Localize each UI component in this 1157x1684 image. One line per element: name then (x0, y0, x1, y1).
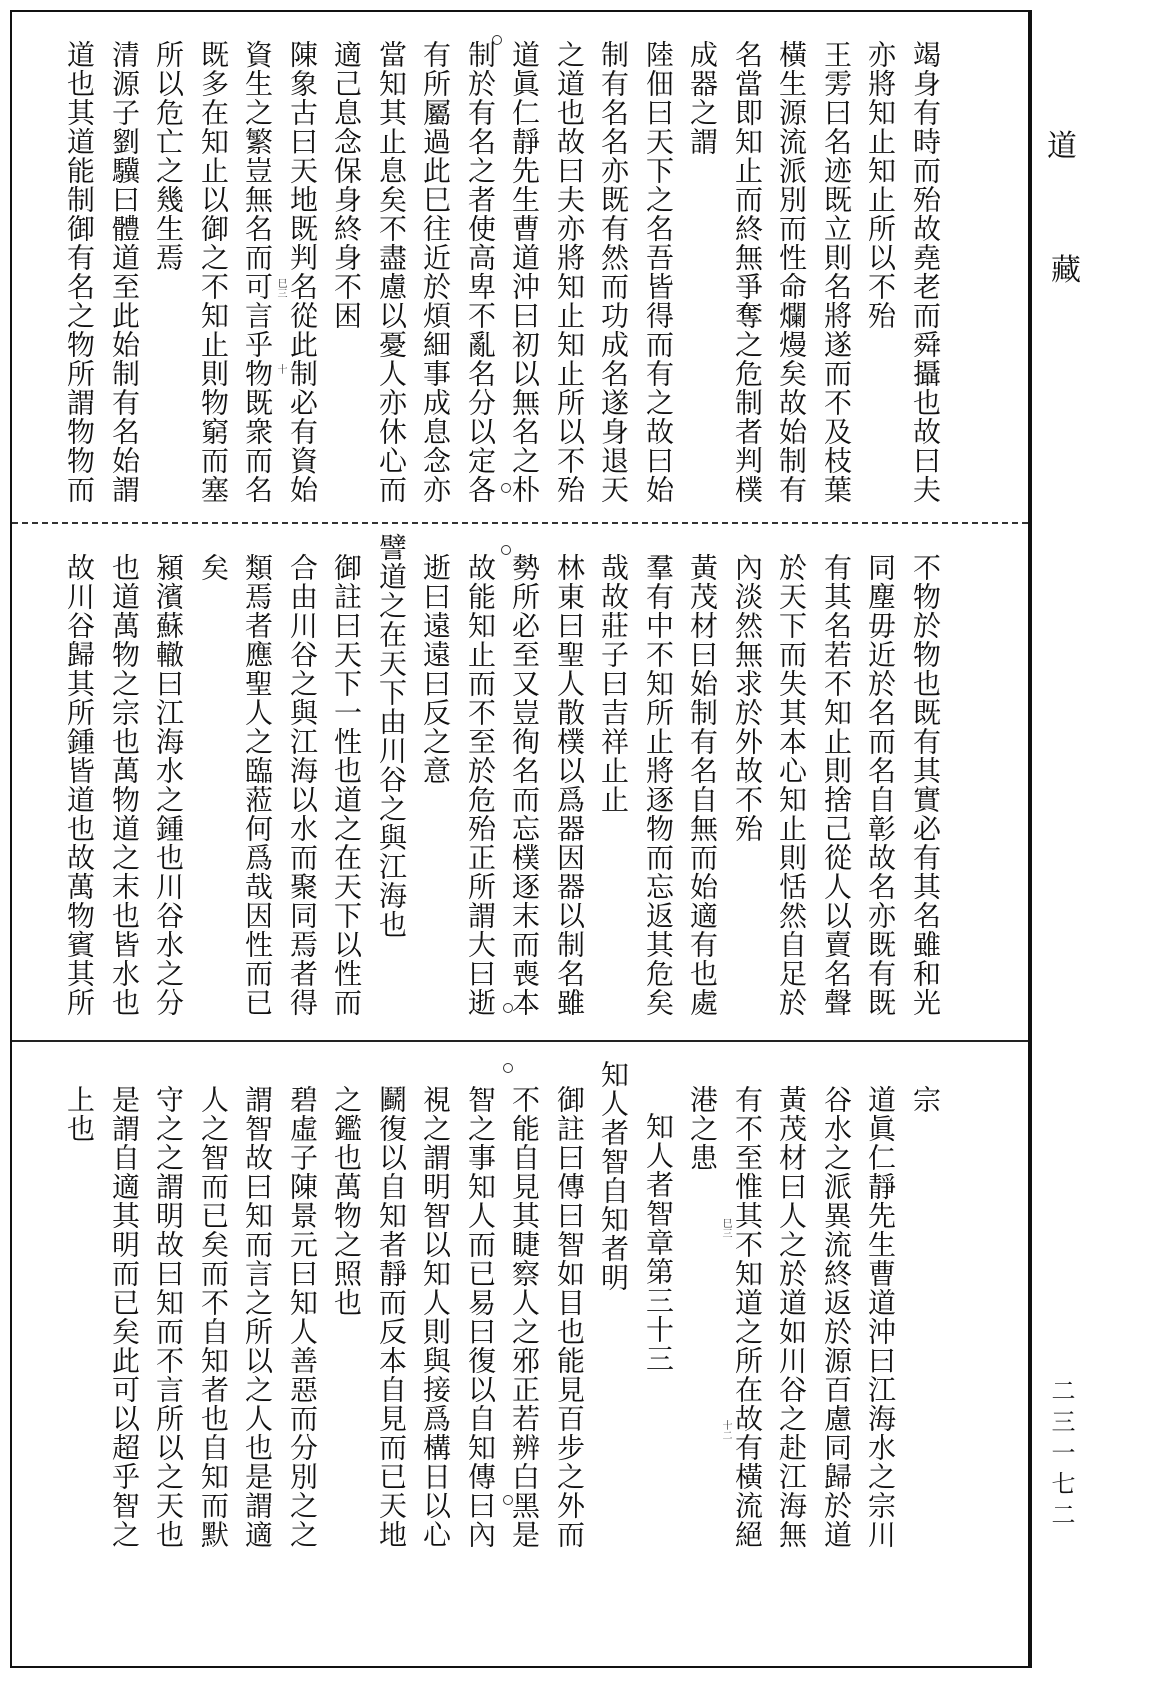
text-column: 既多在知止以御之不知止則物窮而塞 (197, 40, 230, 504)
text-column: 成器之謂 (686, 40, 719, 156)
text-column: 亦將知止知止所以不殆 (864, 40, 897, 330)
circle-mark (503, 1063, 513, 1073)
text-column: 鬬復以自知者靜而反本自見而已天地 (375, 1085, 408, 1549)
text-column: 同塵毋近於名而名自彰故名亦既有既 (864, 553, 897, 1017)
text-column: 羣有中不知所止將逐物而忘返其危矣 (642, 553, 675, 1017)
collection-title-char: 道 (1047, 129, 1077, 164)
text-column: 之鑑也萬物之照也 (330, 1085, 363, 1317)
text-column: 陳象古曰天地既判名從此制必有資始 (286, 40, 319, 504)
text-column: 御註曰傳曰智如目也能見百步之外而 (553, 1085, 586, 1549)
text-column: 港之患 (686, 1085, 719, 1172)
text-column: 御註曰天下一性也道之在天下以性而 (330, 553, 363, 1017)
text-column: 守之之謂明故曰知而不言所以之天也 (152, 1085, 185, 1549)
text-column: 之道也故曰夫亦將知止知止所以不殆 (553, 40, 586, 504)
text-column: 勢所必至又豈徇名而忘樸逐末而喪本 (508, 553, 541, 1017)
text-column: 橫生源流派別而性命爛熳矣故始制有 (775, 40, 808, 504)
text-column: 道眞仁靜先生曹道沖曰江海水之宗川 (864, 1085, 897, 1549)
text-column: 林東曰聖人散樸以爲器因器以制名雖 (553, 553, 586, 1017)
text-column: 有其名若不知止則捨己從人以賣名聲 (820, 553, 853, 1017)
main-text-column: 知人者智自知者明 (597, 1060, 630, 1292)
text-column: 也道萬物之宗也萬物道之末也皆水也 (108, 553, 141, 1017)
text-column: 是謂自適其明而已矣此可以超乎智之 (108, 1085, 141, 1549)
marginal-note: 十 (275, 364, 286, 374)
marginal-note: 巳三 (720, 1218, 731, 1238)
text-column: 適己息念保身終身不困 (330, 40, 363, 330)
text-column: 類焉者應聖人之臨蒞何爲哉因性而已 (241, 553, 274, 1017)
text-column: 制於有名之者使高卑不亂名分以定各 (464, 40, 497, 504)
marginal-note: 巳三 (275, 278, 286, 298)
text-column: 道也其道能制御有名之物所謂物物而 (63, 40, 96, 504)
chapter-heading: 知人者智章第三十三 (642, 1112, 675, 1373)
text-column: 於天下而失其本心知止則恬然自足於 (775, 553, 808, 1017)
text-column: 有不至惟其不知道之所在故有橫流絕 (731, 1085, 764, 1549)
text-column: 逝曰遠遠曰反之意 (419, 553, 452, 785)
main-text-column: 譬道之在天下由川谷之與江海也 (375, 533, 408, 939)
text-column: 清源子劉驥曰體道至此始制有名始謂 (108, 40, 141, 504)
text-column: 故能知止而不至於危殆正所謂大曰逝 (464, 553, 497, 1017)
text-column: 合由川谷之與江海以水而聚同焉者得 (286, 553, 319, 1017)
register-divider-lower (12, 1040, 1028, 1042)
text-column: 陸佃曰天下之名吾皆得而有之故曰始 (642, 40, 675, 504)
text-column: 王雱曰名迹既立則名將遂而不及枝葉 (820, 40, 853, 504)
collection-title-char: 藏 (1051, 253, 1081, 288)
text-column: 道眞仁靜先生曹道沖曰初以無名之朴 (508, 40, 541, 504)
text-column: 谷水之派異流終返於源百慮同歸於道 (820, 1085, 853, 1549)
text-column: 當知其止息矣不盡慮以憂人亦休心而 (375, 40, 408, 504)
text-column: 不能自見其睫察人之邪正若辨白黑是 (508, 1085, 541, 1549)
marginal-note: 十二 (720, 1420, 731, 1440)
text-column: 潁濱蘇轍曰江海水之鍾也川谷水之分 (152, 553, 185, 1017)
text-column: 所以危亡之幾生焉 (152, 40, 185, 272)
text-column: 矣 (197, 553, 230, 582)
text-column: 視之謂明智以知人則與接爲構日以心 (419, 1085, 452, 1549)
text-column: 黃茂材曰人之於道如川谷之赴江海無 (775, 1085, 808, 1549)
text-column: 不物於物也既有其實必有其名雖和光 (909, 553, 942, 1017)
text-column: 人之智而已矣而不自知者也自知而默 (197, 1085, 230, 1549)
text-column: 宗 (909, 1085, 942, 1114)
text-column: 制有名名亦既有然而功成名遂身退天 (597, 40, 630, 504)
text-column: 竭身有時而殆故堯老而舜攝也故曰夫 (909, 40, 942, 504)
text-column: 資生之繁豈無名而可言乎物既衆而名 (241, 40, 274, 504)
text-column: 智之事知人而已易曰復以自知傳曰內 (464, 1085, 497, 1549)
text-column: 黃茂材曰始制有名自無而始適有也處 (686, 553, 719, 1017)
page-number: 二三一七二 (1047, 1378, 1075, 1533)
text-column: 故川谷歸其所鍾皆道也故萬物賓其所 (63, 553, 96, 1017)
register-divider-upper (12, 522, 1028, 524)
text-column: 內淡然無求於外故不殆 (731, 553, 764, 843)
text-column: 有所屬過此巳往近於煩細事成息念亦 (419, 40, 452, 504)
text-column: 上也 (63, 1085, 96, 1143)
text-column: 謂智故曰知而言之所以之人也是謂適 (241, 1085, 274, 1549)
text-column: 碧虛子陳景元曰知人善惡而分別之之 (286, 1085, 319, 1549)
text-column: 名當即知止而終無爭奪之危制者判樸 (731, 40, 764, 504)
text-column: 哉故莊子曰吉祥止止 (597, 553, 630, 814)
